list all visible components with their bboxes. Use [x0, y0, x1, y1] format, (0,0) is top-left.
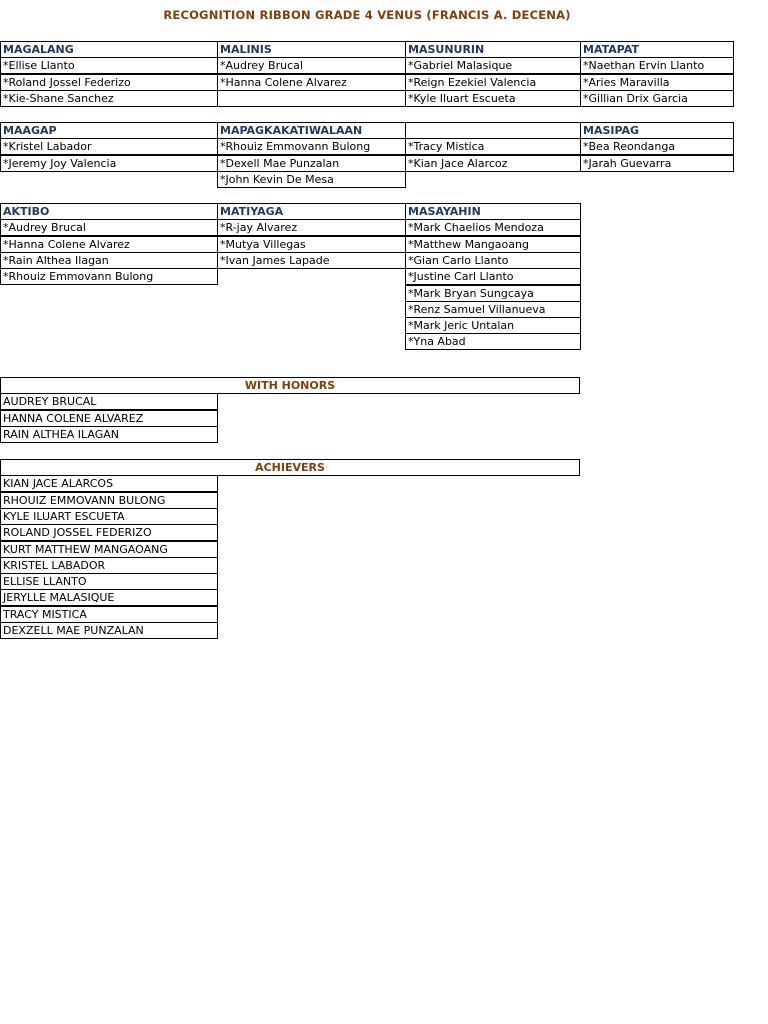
awardee-name: *Gabriel Malasique [405, 57, 581, 74]
achievers-name: ROLAND JOSSEL FEDERIZO [0, 524, 218, 541]
awardee-name: *Yna Abad [405, 333, 581, 350]
awardee-name: *Gillian Drix Garcia [580, 90, 734, 107]
awardee-name: *Roland Jossel Federizo [0, 74, 218, 91]
awardee-name: *Rhouiz Emmovann Bulong [217, 138, 406, 155]
achievers-name: KRISTEL LABADOR [0, 557, 218, 574]
awardee-name: *Jeremy Joy Valencia [0, 155, 218, 172]
awardee-name: *Hanna Colene Alvarez [0, 236, 218, 253]
achievers-name: KIAN JACE ALARCOS [0, 475, 218, 492]
awardee-name: *Tracy Mistica [405, 138, 581, 155]
awardee-name: *Mark Bryan Sungcaya [405, 285, 581, 302]
document-title: RECOGNITION RIBBON GRADE 4 VENUS (FRANCIS A. DECENA) [163, 8, 571, 22]
with-honors-name: HANNA COLENE ALVAREZ [0, 410, 218, 427]
awardee-name: *Audrey Brucal [0, 219, 218, 236]
achievers-name: KYLE ILUART ESCUETA [0, 508, 218, 525]
achievers-name: JERYLLE MALASIQUE [0, 589, 218, 606]
with-honors-header: WITH HONORS [0, 377, 580, 394]
ribbon-header-matapat: MATAPAT [580, 41, 734, 58]
ribbon-header-masipag: MASIPAG [580, 122, 734, 139]
awardee-name: *Kie-Shane Sanchez [0, 90, 218, 107]
awardee-name: *Mark Chaelios Mendoza [405, 219, 581, 236]
awardee-name: *Rhouiz Emmovann Bulong [0, 268, 218, 285]
awardee-name: *Naethan Ervin Llanto [580, 57, 734, 74]
ribbon-header-mapagkakatiwalaan: MAPAGKAKATIWALAAN [217, 122, 406, 139]
awardee-name: *Hanna Colene Alvarez [217, 74, 406, 91]
awardee-name: *Mark Jeric Untalan [405, 317, 581, 334]
awardee-name: *Justine Carl Llanto [405, 268, 581, 285]
ribbon-header-aktibo: AKTIBO [0, 203, 218, 220]
awardee-name: *Kyle Iluart Escueta [405, 90, 581, 107]
awardee-name: *Reign Ezekiel Valencia [405, 74, 581, 91]
with-honors-name: AUDREY BRUCAL [0, 393, 218, 410]
awardee-name: *Bea Reondanga [580, 138, 734, 155]
awardee-name: *Dexell Mae Punzalan [217, 155, 406, 172]
awardee-name: *Jarah Guevarra [580, 155, 734, 172]
awardee-name: *Gian Carlo Llanto [405, 252, 581, 269]
achievers-header: ACHIEVERS [0, 459, 580, 476]
awardee-name: *Renz Samuel Villanueva [405, 301, 581, 318]
ribbon-header-masayahin: MASAYAHIN [405, 203, 581, 220]
awardee-name: *R-jay Alvarez [217, 219, 406, 236]
awardee-name: *Kian Jace Alarcoz [405, 155, 581, 172]
awardee-name: *Aries Maravilla [580, 74, 734, 91]
achievers-name: DEXZELL MAE PUNZALAN [0, 622, 218, 639]
ribbon-header-malinis: MALINIS [217, 41, 406, 58]
achievers-name: TRACY MISTICA [0, 606, 218, 623]
ribbon-header-blank [405, 122, 581, 139]
achievers-name: ELLISE LLANTO [0, 573, 218, 590]
ribbon-header-masunurin: MASUNURIN [405, 41, 581, 58]
with-honors-name: RAIN ALTHEA ILAGAN [0, 426, 218, 443]
ribbon-header-maagap: MAAGAP [0, 122, 218, 139]
awardee-name: *Audrey Brucal [217, 57, 406, 74]
ribbon-header-matiyaga: MATIYAGA [217, 203, 406, 220]
achievers-name: KURT MATTHEW MANGAOANG [0, 541, 218, 558]
awardee-name: *Kristel Labador [0, 138, 218, 155]
awardee-name: *Mutya Villegas [217, 236, 406, 253]
awardee-name: *Ellise Llanto [0, 57, 218, 74]
awardee-name: *Rain Althea Ilagan [0, 252, 218, 269]
achievers-name: RHOUIZ EMMOVANN BULONG [0, 492, 218, 509]
awardee-name: *John Kevin De Mesa [217, 171, 406, 188]
awardee-name: *Ivan James Lapade [217, 252, 406, 269]
awardee-name: *Matthew Mangaoang [405, 236, 581, 253]
ribbon-header-magalang: MAGALANG [0, 41, 218, 58]
awardee-name [217, 90, 406, 107]
